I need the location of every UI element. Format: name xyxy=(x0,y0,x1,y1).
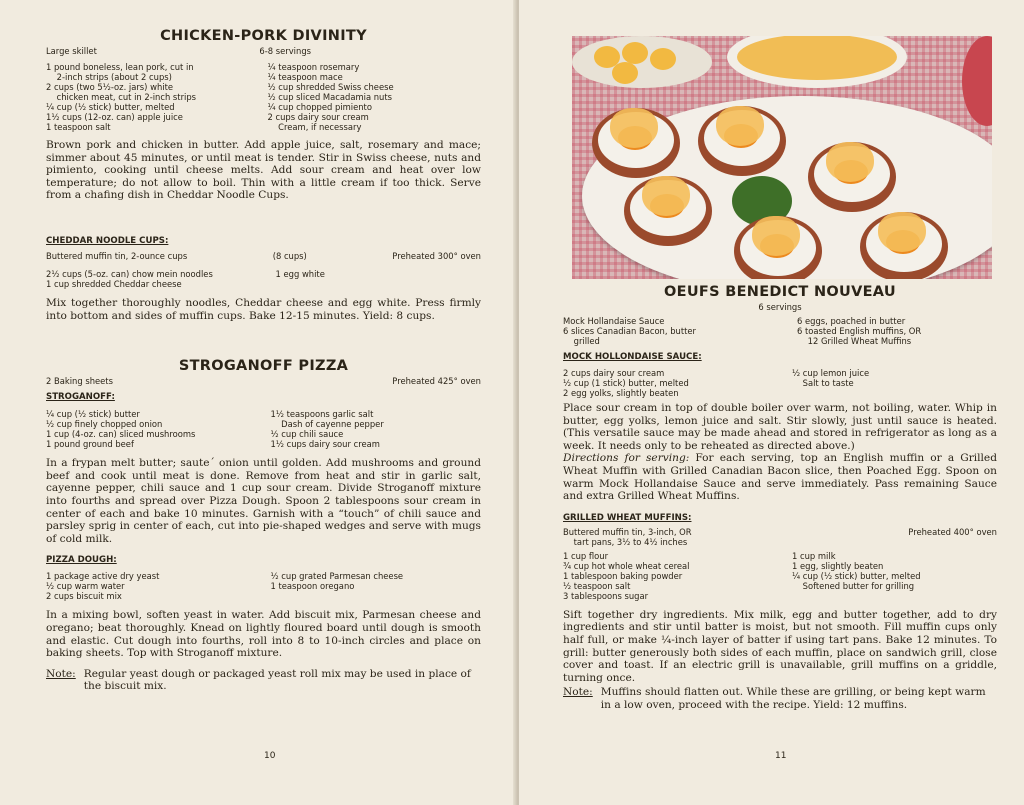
recipe-note xyxy=(563,686,997,711)
ingredient-line: ¼ cup chopped pimiento xyxy=(267,102,372,112)
benedict-portion xyxy=(734,216,822,279)
ingredient-line: 1½ teaspoons garlic salt xyxy=(270,409,374,420)
ingredient-line: chicken meat, cut in 2-inch strips xyxy=(46,92,197,102)
ingredient-line: 1½ cups dairy sour cream xyxy=(270,439,380,450)
ingredient-line: 3 tablespoons sugar xyxy=(563,590,649,601)
ingredient-line: 1 cup shredded Cheddar cheese xyxy=(46,278,182,289)
ingredient-line: ¼ cup (½ stick) butter xyxy=(46,409,140,420)
page-number: 10 xyxy=(264,751,276,761)
subrecipe-heading: PIZZA DOUGH: xyxy=(46,555,117,566)
sauce-bowl xyxy=(727,36,907,88)
ingredient-line: 1 package active dry yeast xyxy=(46,571,160,582)
subrecipe-heading: GRILLED WHEAT MUFFINS: xyxy=(563,512,692,523)
ingredient-line: 2 egg yolks, slightly beaten xyxy=(563,388,679,398)
serving-directions xyxy=(563,452,997,502)
ingredients-left xyxy=(46,571,257,601)
ingredient-line: 1 pound boneless, lean pork, cut in xyxy=(46,62,194,72)
serving-text: For each serving, top an English muffin or a Grilled Wheat Muffin with Grilled Canadian Bacon slice, then Poached Egg. Spoon on warm Mock Hollandaise Sauce and serve immediately. Pass remaining Sauce and extra Grilled Wheat Muffins. xyxy=(563,452,997,503)
oven-temp: Preheated 300° oven xyxy=(392,250,481,261)
recipe-directions: Mix together thoroughly noodles, Cheddar cheese and egg white. Press firmly into bottom and sides of muffin cups. Bake 12-15 minutes. Yield: 8 cups. xyxy=(46,296,481,322)
ingredient-line: 2 cups dairy sour cream xyxy=(563,368,665,378)
ingredient-line: Softened butter for grilling xyxy=(792,580,915,591)
note-label: Note: xyxy=(563,686,593,699)
ingredient-line: 6 toasted English muffins, OR xyxy=(797,326,922,336)
food-photo xyxy=(572,36,992,279)
ingredient-line: ½ cup shredded Swiss cheese xyxy=(267,82,394,92)
ingredient-line: 1 cup (4-oz. can) sliced mushrooms xyxy=(46,429,196,440)
ingredients-left xyxy=(46,62,260,132)
ingredient-line: 2 cups biscuit mix xyxy=(46,591,122,602)
recipe-title: OEUFS BENEDICT NOUVEAU xyxy=(664,284,896,300)
ingredients-right xyxy=(768,368,997,398)
ingredient-line: Dash of cayenne pepper xyxy=(270,419,384,430)
oven-temp: Preheated 425° oven xyxy=(392,376,481,387)
ingredients-left xyxy=(563,316,763,346)
dumpling xyxy=(650,48,676,70)
recipe-directions: In a frypan melt butter; saute´ onion until golden. Add mushrooms and ground beef and cook until meat is done. Remove from heat and stir in garlic salt, cayenne pepper, chili sauce and 1 cup sour cream. Divide Stroganoff mixture into fourths and spread over Pizza Dough. Spoon 2 tablespoons sour cream in center of each and bake 10 minutes. Garnish with a “touch” of chili sauce and parsley sprig in center of each, cut into pie-shaped wedges and serve with mugs of cold milk. xyxy=(46,457,481,545)
ingredient-line: ½ cup finely chopped onion xyxy=(46,419,163,430)
ingredient-line: 6 eggs, poached in butter xyxy=(797,316,906,326)
ingredients-right xyxy=(252,269,482,289)
ingredients-left xyxy=(563,551,768,601)
ingredient-line: ½ cup grated Parmesan cheese xyxy=(270,571,404,582)
ingredient-line: 6 slices Canadian Bacon, butter xyxy=(563,326,696,336)
ingredient-line: 1 egg white xyxy=(275,268,325,279)
plate-rim xyxy=(962,36,992,126)
ingredients-left xyxy=(46,409,257,449)
ingredient-list xyxy=(46,269,481,289)
recipe-title: CHICKEN-PORK DIVINITY xyxy=(160,28,367,44)
serving-label: Directions for serving: xyxy=(563,452,690,465)
ingredient-list xyxy=(46,62,481,132)
equipment xyxy=(563,527,692,547)
yield-note: (8 cups) xyxy=(272,250,307,261)
ingredient-line: 1 teaspoon salt xyxy=(46,122,111,132)
benedict-portion xyxy=(624,176,712,246)
ingredient-list xyxy=(563,368,997,398)
ingredient-list xyxy=(563,316,997,346)
equipment-line: Buttered muffin tin, 3-inch, OR xyxy=(563,526,692,537)
note-label: Note: xyxy=(46,667,76,680)
servings: 6 servings xyxy=(758,302,802,312)
ingredient-line: Cream, if necessary xyxy=(267,122,362,132)
equipment-line: tart pans, 3½ to 4½ inches xyxy=(563,536,688,547)
ingredient-line: ½ cup sliced Macadamia nuts xyxy=(267,92,393,102)
ingredient-line: 1½ cups (12-oz. can) apple juice xyxy=(46,112,183,122)
subrecipe-heading: CHEDDAR NOODLE CUPS: xyxy=(46,235,169,246)
oven-temp: Preheated 400° oven xyxy=(908,526,997,537)
recipe-note xyxy=(46,668,481,693)
ingredient-line: ¼ teaspoon mace xyxy=(267,72,343,82)
equipment: Buttered muffin tin, 2-ounce cups xyxy=(46,250,188,261)
equipment: Large skillet xyxy=(46,46,97,56)
right-page xyxy=(519,0,1024,805)
ingredient-line: 2 cups dairy sour cream xyxy=(267,112,369,122)
recipe-directions: In a mixing bowl, soften yeast in water. Add biscuit mix, Parmesan cheese and oregano; beat thoroughly. Knead on lightly floured board until dough is smooth and elastic. Cut dough into fourths, roll into 8 to 10-inch circles and place on baking sheets. Top with Stroganoff mixture. xyxy=(46,609,481,660)
ingredients-left xyxy=(46,269,252,289)
subrecipe-heading: MOCK HOLLONDAISE SAUCE: xyxy=(563,352,702,362)
ingredient-line: ¼ teaspoon rosemary xyxy=(267,62,360,72)
ingredient-list xyxy=(46,409,481,449)
ingredient-line: Salt to taste xyxy=(792,378,854,388)
ingredient-line: 1 tablespoon baking powder xyxy=(563,570,683,581)
ingredient-line: 12 Grilled Wheat Muffins xyxy=(797,336,912,346)
ingredients-right xyxy=(763,316,997,346)
ingredient-line: ½ cup chili sauce xyxy=(270,429,344,440)
ingredients-left xyxy=(563,368,768,398)
benedict-portion xyxy=(698,106,786,176)
ingredient-line: ½ cup warm water xyxy=(46,581,125,592)
dumpling xyxy=(612,62,638,84)
ingredient-line: 2½ cups (5-oz. can) chow mein noodles xyxy=(46,268,213,279)
ingredient-line: 1 pound ground beef xyxy=(46,439,134,450)
subrecipe-heading: STROGANOFF: xyxy=(46,392,115,403)
benedict-portion xyxy=(592,108,680,178)
recipe-directions: Brown pork and chicken in butter. Add apple juice, salt, rosemary and mace; simmer about 45 minutes, or until meat is tender. Stir in Swiss cheese, nuts and pimiento, cooking until cheese melts. Add sour cream and heat over low temperature; do not allow to boil. Thin with a little cream if too thick. Serve from a chafing dish in Cheddar Noodle Cups. xyxy=(46,139,481,202)
ingredient-line: 2 cups (two 5½-oz. jars) white xyxy=(46,82,174,92)
ingredient-list xyxy=(563,551,997,601)
benedict-portion xyxy=(860,212,948,279)
ingredient-line: ¾ cup hot whole wheat cereal xyxy=(563,560,690,571)
ingredients-right xyxy=(260,62,482,132)
recipe-meta xyxy=(46,376,481,386)
servings: 6-8 servings xyxy=(259,46,311,56)
ingredient-line: ½ teaspoon salt xyxy=(563,580,631,591)
recipe-title: STROGANOFF PIZZA xyxy=(178,358,349,375)
recipe-meta xyxy=(46,251,481,261)
ingredient-line: ¼ cup (½ stick) butter, melted xyxy=(46,102,175,112)
ingredient-line: grilled xyxy=(563,336,600,346)
ingredient-line: ½ cup (1 stick) butter, melted xyxy=(563,378,689,388)
ingredients-right xyxy=(257,571,482,601)
ingredient-line: 1 teaspoon oregano xyxy=(270,581,355,592)
dumpling xyxy=(622,42,648,64)
recipe-meta xyxy=(563,527,997,547)
ingredient-line: ½ cup lemon juice xyxy=(792,368,870,378)
ingredients-right xyxy=(768,551,997,601)
ingredient-line: 1 cup milk xyxy=(792,550,836,561)
note-text: Regular yeast dough or packaged yeast roll mix may be used in place of the biscuit mix. xyxy=(83,667,471,693)
note-text: Muffins should flatten out. While these are grilling, or being kept warm in a low oven, proceed with the recipe. Yield: 12 muffins. xyxy=(600,686,986,711)
recipe-block xyxy=(563,284,997,712)
recipe-meta xyxy=(46,46,481,56)
ingredient-line: ¼ cup (½ stick) butter, melted xyxy=(792,570,921,581)
sauce xyxy=(737,36,897,80)
benedict-portion xyxy=(808,142,896,212)
equipment: 2 Baking sheets xyxy=(46,376,113,387)
recipe-directions: Place sour cream in top of double boiler over warm, not boiling, water. Whip in butter, egg yolks, lemon juice and salt. Stir slowly, just until sauce is heated. (This versatile sauce may be made ahead and stored in refrigerator as long as a week. It needs only to be reheated as directed above.) xyxy=(563,402,997,452)
ingredient-line: 1 egg, slightly beaten xyxy=(792,560,884,571)
ingredient-line: 2-inch strips (about 2 cups) xyxy=(46,72,172,82)
ingredients-right xyxy=(257,409,482,449)
ingredient-line: Mock Hollandaise Sauce xyxy=(563,316,665,326)
ingredient-line: 1 cup flour xyxy=(563,550,609,561)
ingredient-list xyxy=(46,571,481,601)
recipe-directions: Sift together dry ingredients. Mix milk, egg and butter together, add to dry ingredients and stir until batter is moist, but not smooth. Fill muffin cups only half full, or make ¼-inch layer of batter if using tart pans. Bake 12 minutes. To grill: butter generously both sides of each muffin, place on sandwich grill, close cover and toast. If an electric grill is unavailable, grill muffins on a griddle, turning once. xyxy=(563,608,997,684)
page-number: 11 xyxy=(775,751,787,761)
